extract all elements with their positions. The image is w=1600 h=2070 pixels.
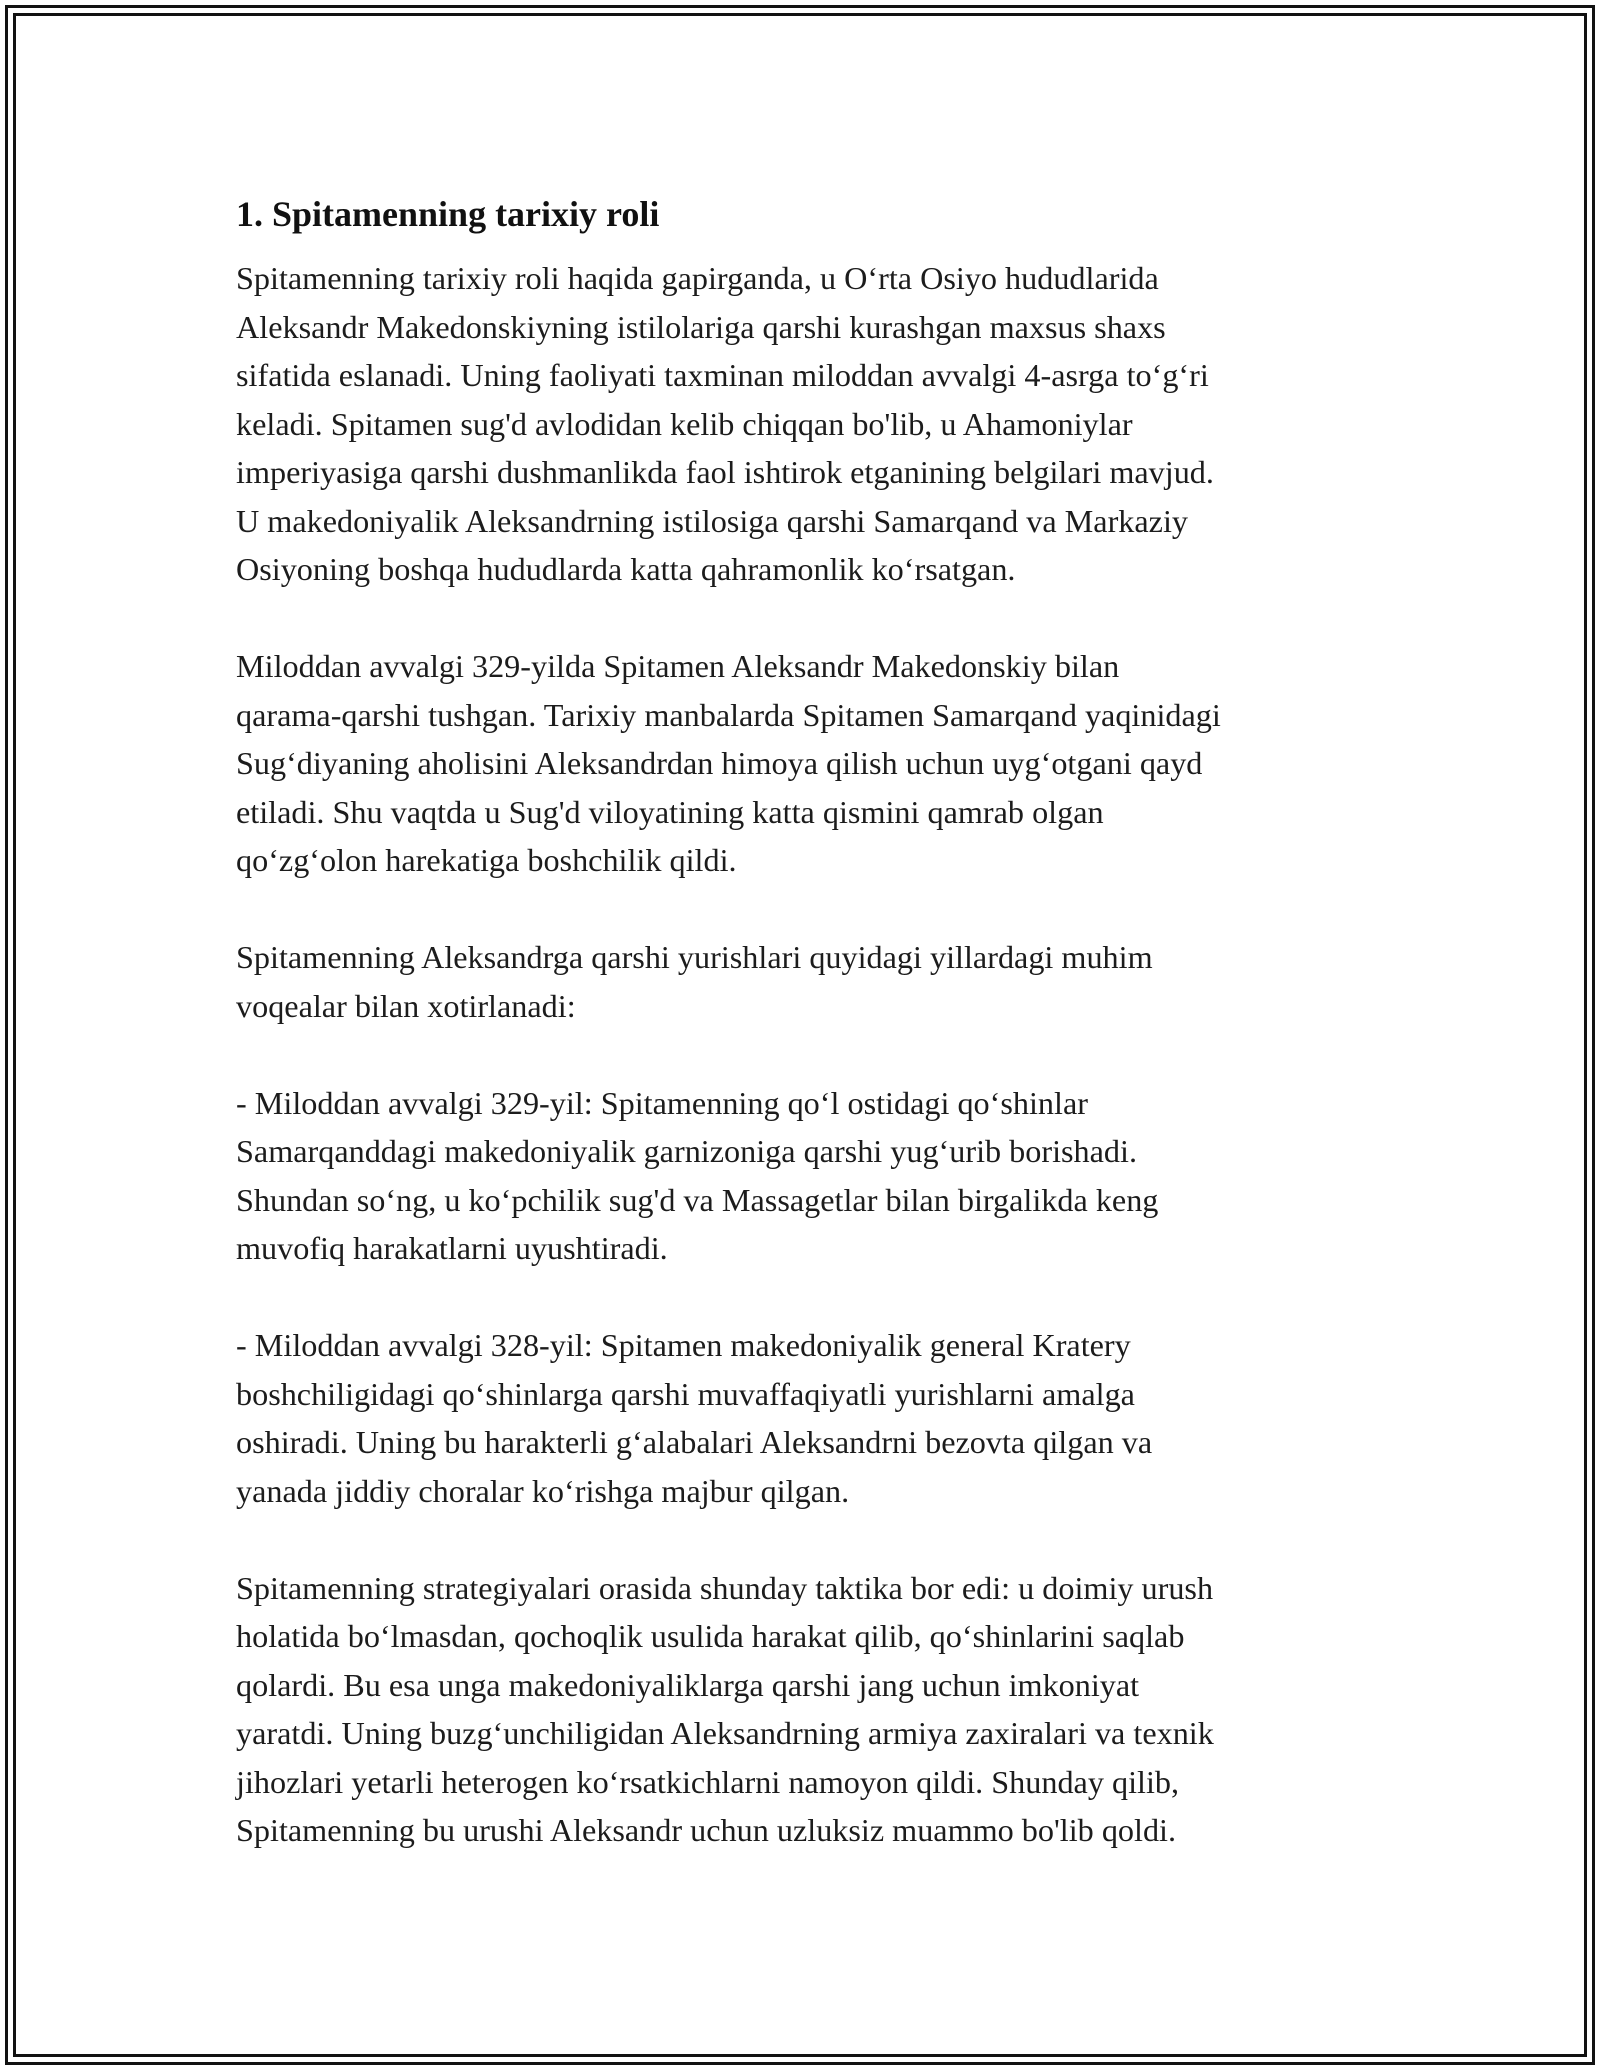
list-item-328-bc: - Miloddan avvalgi 328-yil: Spitamen makedoniyalik general Kratery boshchiligidagi qo‘shinlarga qarshi muvaffaqiyatli yurishlarni amalga oshiradi. Uning bu harakterli g‘alabalari Aleksandrni bezovta qilgan va yanada jiddiy choralar ko‘rishga majbur qilgan. (236, 1327, 1153, 1509)
document-body (236, 190, 1366, 1855)
paragraph-intro: Spitamenning tarixiy roli haqida gapirganda, u O‘rta Osiyo hududlarida Aleksandr Makedonskiyning istilolariga qarshi kurashgan maxsus shaxs sifatida eslanadi. Uning faoliyati taxminan miloddan avvalgi 4-asrga to‘g‘ri keladi. Spitamen sug'd avlodidan kelib chiqqan bo'lib, u Ahamoniylar imperiyasiga qarshi dushmanlikda faol ishtirok etganining belgilari mavjud. U makedoniyalik Aleksandrning istilosiga qarshi Samarqand va Markaziy Osiyoning boshqa hududlarda katta qahramonlik ko‘rsatgan. (236, 260, 1214, 587)
section-heading: 1. Spitamenning tarixiy roli (236, 194, 660, 234)
list-item-329-bc: - Miloddan avvalgi 329-yil: Spitamenning qo‘l ostidagi qo‘shinlar Samarqanddagi makedoniyalik garnizoniga qarshi yug‘urib borishadi. Shundan so‘ng, u ko‘pchilik sug'd va Massagetlar bilan birgalikda keng muvofiq harakatlarni uyushtiradi. (236, 1084, 1159, 1266)
paragraph-campaigns-intro: Spitamenning Aleksandrga qarshi yurishlari quyidagi yillardagi muhim voqealar bilan xotirlanadi: (236, 939, 1153, 1024)
paragraph-329-bc: Miloddan avvalgi 329-yilda Spitamen Aleksandr Makedonskiy bilan qarama-qarshi tushgan. Tarixiy manbalarda Spitamen Samarqand yaqinidagi Sug‘diyaning aholisini Aleksandrdan himoya qilish uchun uyg‘otgani qayd etiladi. Shu vaqtda u Sug'd viloyatining katta qismini qamrab olgan qo‘zg‘olon harekatiga boshchilik qildi. (236, 648, 1221, 878)
paragraph-strategy: Spitamenning strategiyalari orasida shunday taktika bor edi: u doimiy urush holatida bo‘lmasdan, qochoqlik usulida harakat qilib, qo‘shinlarini saqlab qolardi. Bu esa unga makedoniyaliklarga qarshi jang uchun imkoniyat yaratdi. Uning buzg‘unchiligidan Aleksandrning armiya zaxiralari va texnik jihozlari yetarli heterogen ko‘rsatkichlarni namoyon qildi. Shunday qilib, Spitamenning bu urushi Aleksandr uchun uzluksiz muammo bo'lib qoldi. (236, 1569, 1214, 1848)
